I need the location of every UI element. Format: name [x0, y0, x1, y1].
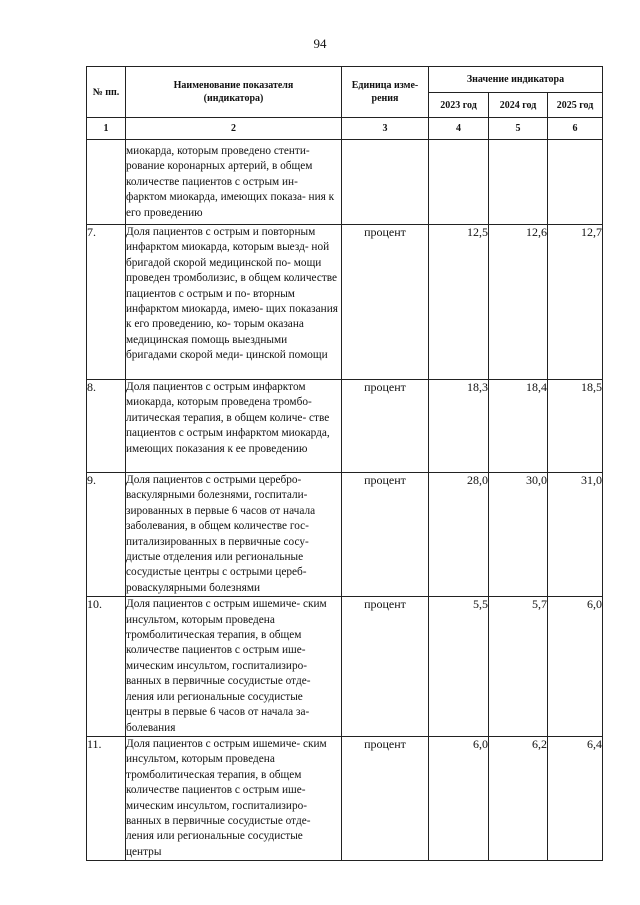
value-2024: 12,6 — [489, 225, 548, 380]
value-2025: 31,0 — [548, 473, 603, 597]
header-year-2024: 2024 год — [489, 93, 548, 118]
header-year-2025: 2025 год — [548, 93, 603, 118]
table-row — [87, 736, 603, 860]
indicator-unit: процент — [342, 736, 429, 860]
value-2025: 6,4 — [548, 736, 603, 860]
header-value-group: Значение индикатора — [429, 67, 603, 93]
indicator-name: миокарда, которым проведено стенти- рование коронарных артерий, в общем количестве пациентов с острым ин- фарктом миокарда, имеющих показа- ния к его проведению — [126, 140, 342, 225]
column-number: 5 — [489, 118, 548, 140]
value-2023: 6,0 — [429, 736, 489, 860]
indicator-unit: процент — [342, 473, 429, 597]
row-number: 10. — [87, 597, 126, 737]
header-unit: Единица изме- рения — [342, 67, 429, 118]
value-2025: 12,7 — [548, 225, 603, 380]
indicators-table — [86, 66, 603, 861]
indicator-name: Доля пациентов с острым ишемиче- ским инсультом, которым проведена тромболитическая терапия, в общем количестве пациентов с острым ише- мическим инсультом, госпитализиро- ванных в первичные сосудистые отде- ления или региональные сосудистые центры в первые 6 часов от начала за- болевания — [126, 597, 342, 737]
table-row — [87, 225, 603, 380]
indicator-name: Доля пациентов с острыми церебро- васкулярными болезнями, госпитали- зированных в первые 6 часов от начала заболевания, в общем количестве гос- питализированных в первичные сосу- дистые отделения или региональные сосудистые центры с острыми цереб- роваскулярными болезнями — [126, 473, 342, 597]
indicator-unit: процент — [342, 380, 429, 473]
table-row — [87, 380, 603, 473]
value-2025: 18,5 — [548, 380, 603, 473]
header-name: Наименование показателя (индикатора) — [126, 67, 342, 118]
value-2024: 18,4 — [489, 380, 548, 473]
table-row — [87, 473, 603, 597]
value-2025 — [548, 140, 603, 225]
value-2024: 6,2 — [489, 736, 548, 860]
value-2023: 28,0 — [429, 473, 489, 597]
column-number: 4 — [429, 118, 489, 140]
value-2023: 18,3 — [429, 380, 489, 473]
indicator-name: Доля пациентов с острым инфарктом миокарда, которым проведена тромбо- литическая терапия, в общем количе- стве пациентов с острым инфарктом миокарда, имеющих показания к ее проведению — [126, 380, 342, 473]
indicator-unit: процент — [342, 597, 429, 737]
row-number: 9. — [87, 473, 126, 597]
value-2023 — [429, 140, 489, 225]
indicator-name: Доля пациентов с острым и повторным инфарктом миокарда, которым выезд- ной бригадой скорой медицинской по- мощи проведен тромболизис, в общем количестве пациентов с острым и по- вторным инфарктом миокарда, имею- щих показания к его проведению, ко- торым оказана медицинская помощь выездными бригадами скорой меди- цинской помощи — [126, 225, 342, 380]
value-2023: 12,5 — [429, 225, 489, 380]
value-2024: 30,0 — [489, 473, 548, 597]
page-number: 94 — [313, 36, 327, 51]
row-number — [87, 140, 126, 225]
value-2025: 6,0 — [548, 597, 603, 737]
table-row — [87, 597, 603, 737]
column-number: 6 — [548, 118, 603, 140]
row-number: 7. — [87, 225, 126, 380]
header-year-2023: 2023 год — [429, 93, 489, 118]
indicator-unit: процент — [342, 225, 429, 380]
value-2023: 5,5 — [429, 597, 489, 737]
indicator-name: Доля пациентов с острым ишемиче- ским инсультом, которым проведена тромболитическая терапия, в общем количестве пациентов с острым ише- мическим инсультом, госпитализиро- ванных в первичные сосудистые отде- ления или региональные сосудистые центры — [126, 736, 342, 860]
column-number: 1 — [87, 118, 126, 140]
value-2024 — [489, 140, 548, 225]
table-row — [87, 140, 603, 225]
column-number: 3 — [342, 118, 429, 140]
indicator-unit — [342, 140, 429, 225]
value-2024: 5,7 — [489, 597, 548, 737]
row-number: 11. — [87, 736, 126, 860]
column-number: 2 — [126, 118, 342, 140]
row-number: 8. — [87, 380, 126, 473]
header-num: № пп. — [87, 67, 126, 118]
